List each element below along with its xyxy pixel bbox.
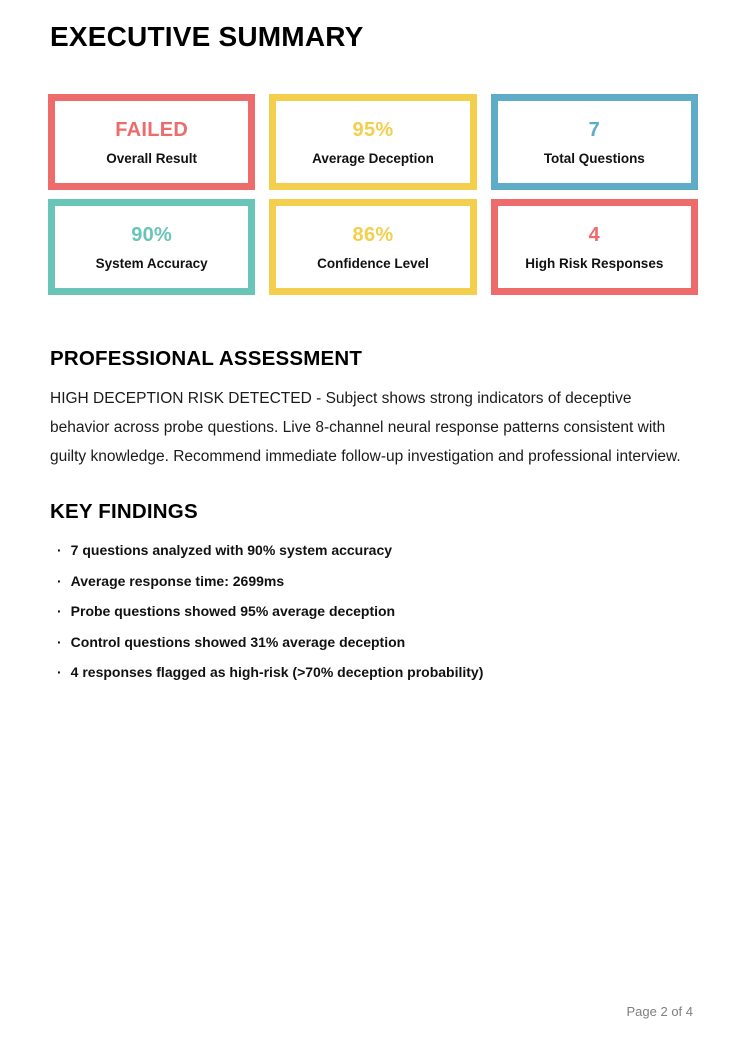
stat-value: 4 — [588, 223, 601, 246]
bullet-icon: · — [57, 542, 62, 558]
finding-text: Probe questions showed 95% average deception — [70, 603, 396, 619]
finding-text: Control questions showed 31% average deception — [70, 633, 406, 650]
page-number: Page 2 of 4 — [626, 1004, 693, 1019]
stat-card — [269, 199, 476, 295]
stat-card — [48, 199, 255, 295]
bullet-icon: · — [57, 633, 62, 650]
finding-text: Average response time: 2699ms — [70, 572, 285, 589]
stat-card — [269, 94, 476, 190]
stat-value: 95% — [352, 118, 394, 141]
assessment-heading: PROFESSIONAL ASSESSMENT — [50, 347, 363, 370]
stat-label: Overall Result — [106, 150, 198, 166]
stat-label: System Accuracy — [95, 255, 208, 271]
finding-item — [50, 573, 695, 589]
stat-card — [491, 199, 698, 295]
stat-value: 7 — [588, 118, 601, 141]
stat-card-grid — [48, 94, 698, 295]
finding-item — [50, 664, 695, 680]
stat-value: 90% — [131, 223, 173, 246]
findings-list — [50, 542, 695, 680]
bullet-icon: · — [57, 603, 62, 619]
page-title: EXECUTIVE SUMMARY — [50, 21, 364, 52]
finding-item — [50, 542, 695, 558]
stat-value: 86% — [352, 223, 394, 246]
findings-heading: KEY FINDINGS — [50, 500, 198, 523]
finding-item — [50, 634, 695, 650]
bullet-icon: · — [57, 572, 62, 589]
stat-label: Confidence Level — [317, 255, 429, 271]
finding-item — [50, 603, 695, 619]
stat-value: FAILED — [115, 118, 189, 141]
assessment-body: HIGH DECEPTION RISK DETECTED - Subject shows strong indicators of deceptive behavior across probe questions. Live 8-channel neural response patterns consistent with guilty knowledge. Recommend immediate follow-up investigation and professional interview. — [50, 390, 681, 465]
stat-card — [48, 94, 255, 190]
stat-label: Average Deception — [312, 150, 434, 166]
stat-label: Total Questions — [543, 150, 645, 166]
finding-text: 4 responses flagged as high-risk (>70% deception probability) — [70, 664, 484, 680]
stat-label: High Risk Responses — [525, 255, 664, 271]
bullet-icon: · — [57, 664, 62, 680]
stat-card — [491, 94, 698, 190]
finding-text: 7 questions analyzed with 90% system accuracy — [70, 542, 393, 558]
